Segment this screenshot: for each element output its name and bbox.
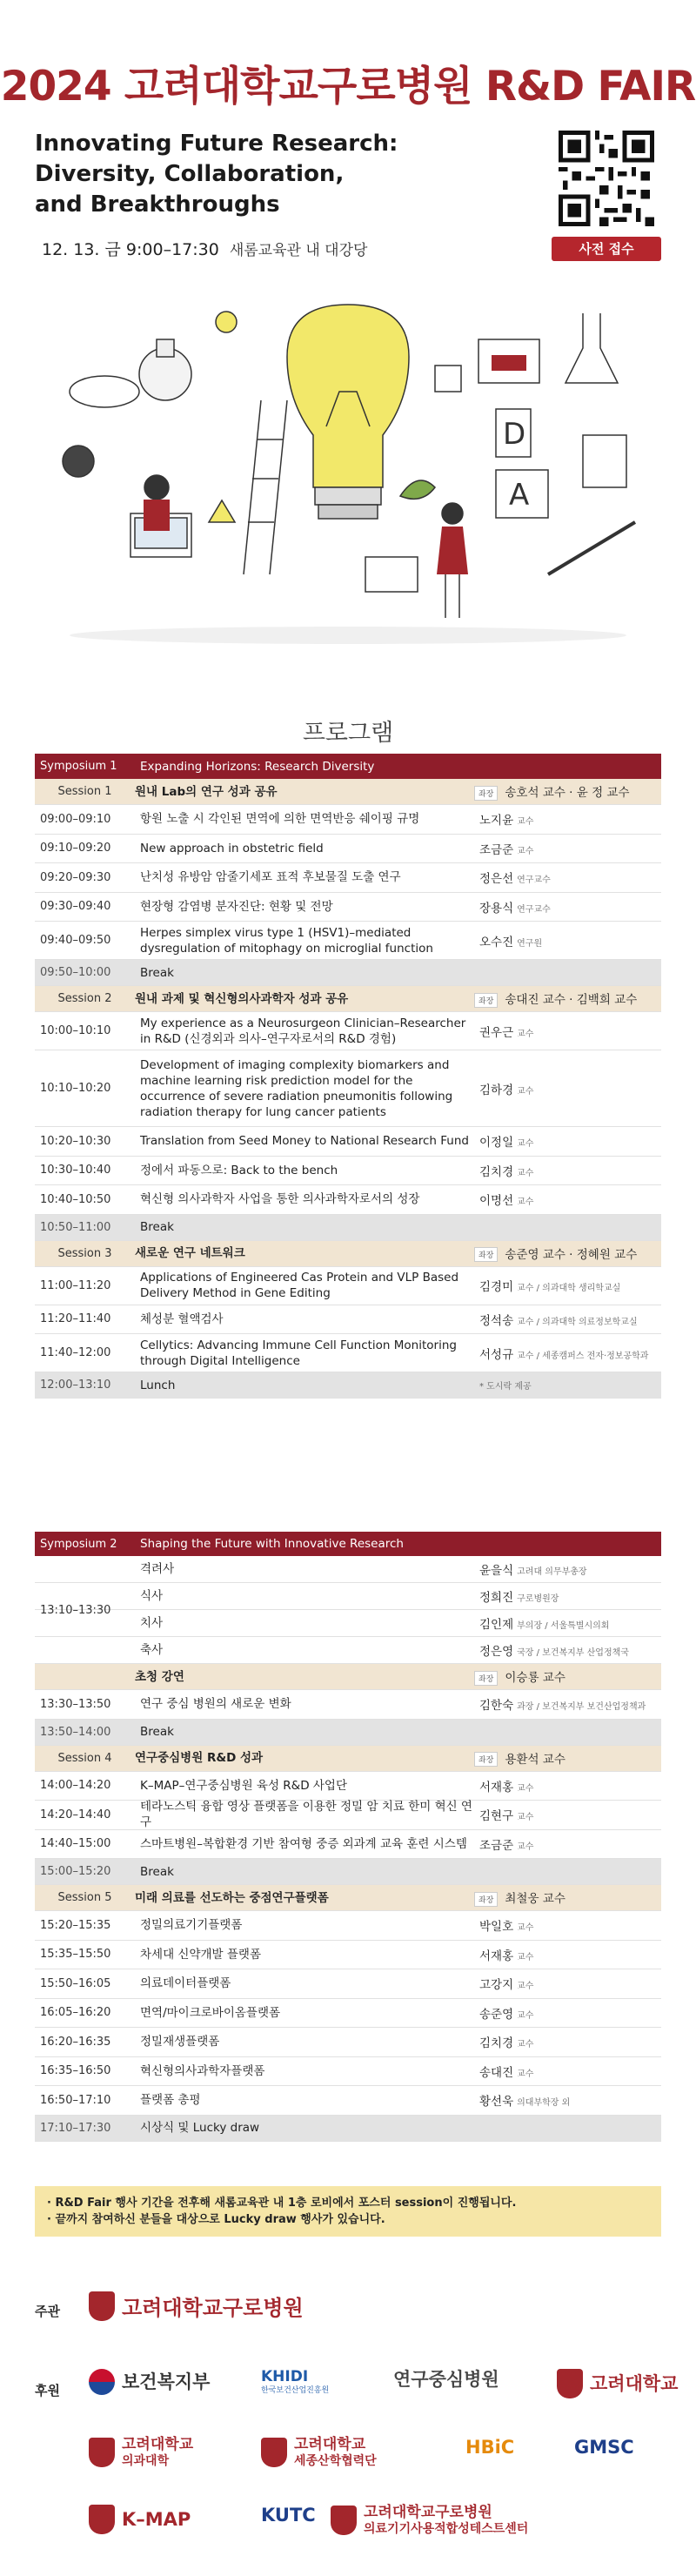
- program-row: [35, 835, 661, 864]
- speaker-role: 교수: [517, 2010, 534, 2021]
- break-row: [35, 1372, 661, 1399]
- chair-names: 송준영 교수 · 정혜원 교수: [505, 1247, 638, 1262]
- speaker: [479, 1162, 661, 1179]
- speaker: [479, 1946, 661, 1963]
- sponsor-subname: 의과대학: [122, 2453, 170, 2468]
- program-title-cell: 정에서 파동으로: Back to the bench: [140, 1163, 338, 1177]
- speaker-name: 권우근: [479, 1025, 514, 1040]
- program-title-cell: 항원 노출 시 각인된 면역에 의한 면역반응 쉐이핑 규명: [140, 812, 420, 827]
- chair-badge: 좌장: [474, 1892, 498, 1907]
- speaker-role: 교수: [517, 1139, 534, 1150]
- sponsor-logo: [393, 2369, 499, 2390]
- korea-university-emblem-icon: [89, 2505, 115, 2534]
- time-slot: 10:20–10:30: [40, 1134, 111, 1148]
- korea-university-emblem-icon: [261, 2438, 287, 2467]
- sponsor-name: 고려대학교구로병원: [364, 2504, 492, 2521]
- time-slot: 10:30–10:40: [40, 1164, 111, 1177]
- sponsor-name: 고려대학교: [122, 2436, 194, 2453]
- speaker-name: 조금준: [479, 1838, 514, 1853]
- symposium-title: Shaping the Future with Innovative Research: [140, 1537, 404, 1551]
- time-slot: 09:30–09:40: [40, 900, 111, 914]
- speaker-role: 교수 / 의과대학 생리학교실: [517, 1284, 621, 1293]
- program-title-cell: Herpes simplex virus type 1 (HSV1)–mediated dysregulation of mitophagy on microglial function: [140, 925, 433, 956]
- qr-code-icon[interactable]: [559, 131, 654, 226]
- program-row: [35, 922, 661, 960]
- program-row: [35, 863, 661, 893]
- research-illustration: [26, 287, 670, 653]
- program-title-cell: 면역/마이크로바이옴플랫폼: [140, 2005, 281, 2020]
- sponsor-logo: [89, 2505, 191, 2534]
- speaker-role: 교수: [517, 2040, 534, 2050]
- speaker-role: 교수: [517, 1982, 534, 1992]
- sponsor-logo: [574, 2437, 634, 2458]
- speaker: [479, 1379, 661, 1392]
- speaker-role: 교수 / 의과대학 의료정보학교실: [517, 1317, 638, 1327]
- subtitle-line: Innovating Future Research:: [35, 131, 398, 157]
- speaker-name: 송준영: [479, 2007, 514, 2022]
- session-row: [35, 1241, 661, 1267]
- speaker: [479, 1777, 661, 1794]
- sponsor-subname: 세종산학협력단: [294, 2453, 377, 2468]
- speaker-role: 부의장 / 서울특별시의회: [517, 1621, 610, 1631]
- program-title-cell: 원내 Lab의 연구 성과 공유: [135, 784, 278, 799]
- speaker: [479, 1916, 661, 1934]
- time-slot: 10:00–10:10: [40, 1024, 111, 1037]
- sponsor-subname: 한국보건산업진흥원: [261, 2385, 330, 2395]
- speaker-role: 교수: [517, 846, 534, 856]
- korea-university-emblem-icon: [89, 2291, 115, 2321]
- program-row: [35, 1185, 661, 1215]
- korea-university-emblem-icon: [331, 2506, 357, 2535]
- speaker-role: 교수: [517, 1197, 534, 1208]
- speaker: [479, 1311, 661, 1328]
- program-title-cell: 체성분 혈액검사: [140, 1311, 224, 1326]
- speaker: [479, 1641, 661, 1659]
- note: * 도시락 제공: [479, 1381, 532, 1392]
- speaker: [479, 2033, 661, 2050]
- speaker-name: 정은영: [479, 1645, 514, 1659]
- program-row: [35, 1999, 661, 2029]
- program-row: [35, 1801, 661, 1830]
- sponsor-name: KHIDI: [261, 2368, 309, 2385]
- speaker-name: 김한숙: [479, 1699, 514, 1714]
- ceremony-time-slot: 13:10–13:30: [40, 1603, 111, 1617]
- break-row: [35, 1720, 661, 1746]
- session-row: [35, 779, 661, 805]
- subtitle-line: and Breakthroughs: [35, 191, 280, 218]
- speaker-role: 교수: [517, 817, 534, 828]
- event-date: 12. 13. 금 9:00–17:30: [42, 240, 219, 259]
- program-title-cell: 초청 강연: [135, 1669, 184, 1684]
- speaker-role: 국장 / 보건복지부 산업정책국: [517, 1648, 629, 1658]
- time-slot: 14:20–14:40: [40, 1808, 111, 1821]
- symposium-header: [35, 754, 661, 779]
- speaker: [479, 898, 661, 916]
- sponsor-logo: [89, 2437, 193, 2468]
- chair-names: 최철웅 교수: [505, 1892, 566, 1907]
- program-row: [35, 1267, 661, 1305]
- notice-line: · 끝까지 참여하신 분들을 대상으로 Lucky draw 행사가 있습니다.: [47, 2213, 385, 2226]
- program-row: [35, 1334, 661, 1372]
- time-slot: 09:20–09:30: [40, 870, 111, 884]
- speaker-role: 교수: [517, 1168, 534, 1178]
- speaker-name: 김인제: [479, 1618, 514, 1632]
- program-title-cell: 혁신형의사과학자플랫폼: [140, 2063, 265, 2078]
- program-title-cell: 현장형 감염병 분자진단: 현황 및 전망: [140, 899, 333, 914]
- program-row: [35, 1305, 661, 1335]
- time-slot: 10:40–10:50: [40, 1192, 111, 1206]
- speaker: [474, 782, 661, 801]
- speaker-name: 김하경: [479, 1083, 514, 1097]
- speaker-name: 노지윤: [479, 814, 514, 828]
- event-title: 2024 고려대학교구로병원 R&D FAIR: [0, 63, 696, 111]
- session-row: [35, 1746, 661, 1772]
- time-slot: 11:20–11:40: [40, 1312, 111, 1326]
- speaker: [479, 1614, 661, 1632]
- speaker: [479, 1023, 661, 1040]
- speaker-name: 서재홍: [479, 1949, 514, 1963]
- chair-badge: 좌장: [474, 993, 498, 1008]
- time-slot: 14:00–14:20: [40, 1779, 111, 1793]
- svg-text:D: D: [503, 417, 526, 452]
- program-title-cell: My experience as a Neurosurgeon Clinician–Researcher in R&D (신경외과 의사–연구자로서의 R&D 경험): [140, 1016, 466, 1046]
- speaker-name: 송대진: [479, 2065, 514, 2080]
- time-slot: 14:40–15:00: [40, 1837, 111, 1851]
- session-label: Session 3: [57, 1246, 112, 1260]
- time-slot: 09:40–09:50: [40, 934, 111, 947]
- program-row: [35, 2086, 661, 2116]
- time-slot: 11:00–11:20: [40, 1278, 111, 1292]
- speaker-role: 과장 / 보건복지부 보건산업정책과: [517, 1702, 646, 1713]
- speaker: [479, 1132, 661, 1150]
- program-row: [35, 1012, 661, 1050]
- speaker-role: 교수: [517, 2069, 534, 2079]
- time-slot: 12:00–13:10: [40, 1379, 111, 1392]
- program-title-cell: Break: [140, 1725, 174, 1739]
- break-row: [35, 1859, 661, 1885]
- sponsor-logo: [331, 2505, 528, 2536]
- symposium-header: [35, 1532, 661, 1556]
- speaker-name: 정은선: [479, 872, 514, 887]
- session-label: Session 4: [57, 1751, 112, 1765]
- chair-badge: 좌장: [474, 1247, 498, 1262]
- speaker: [479, 2091, 661, 2109]
- speaker-role: 고려대 의무부총장: [517, 1567, 587, 1577]
- session-label: Session 5: [57, 1891, 112, 1904]
- session-row: [35, 986, 661, 1012]
- program-title-cell: K–MAP–연구중심병원 육성 R&D 사업단: [140, 1778, 348, 1793]
- sponsor-name: 연구중심병원: [393, 2369, 499, 2390]
- event-venue: 새롬교육관 내 대강당: [229, 242, 368, 259]
- host-logo: [89, 2291, 304, 2321]
- program-title-cell: 정밀의료기기플랫폼: [140, 1918, 243, 1933]
- speaker-name: 박일호: [479, 1920, 514, 1935]
- program-title-cell: 정밀재생플랫폼: [140, 2035, 220, 2049]
- break-row: [35, 1215, 661, 1241]
- time-slot: 15:50–16:05: [40, 1976, 111, 1990]
- chair-badge: 좌장: [474, 1752, 498, 1767]
- chair-badge: 좌장: [474, 786, 498, 801]
- sponsor-name: 보건복지부: [122, 2371, 211, 2392]
- sponsor-logo: [261, 2505, 316, 2526]
- speaker-name: 서성규: [479, 1347, 514, 1362]
- symposium-1-table: [35, 754, 661, 1399]
- program-row: [35, 805, 661, 835]
- time-slot: 10:10–10:20: [40, 1082, 111, 1095]
- speaker-role: 연구원: [517, 938, 543, 949]
- speaker-name: 윤을식: [479, 1564, 514, 1578]
- chair-names: 송대진 교수 · 김백희 교수: [505, 993, 638, 1008]
- time-slot: 16:35–16:50: [40, 2064, 111, 2078]
- time-slot: 11:40–12:00: [40, 1346, 111, 1359]
- sponsor-name: KUTC: [261, 2505, 316, 2526]
- sponsor-name: 고려대학교: [294, 2436, 366, 2453]
- program-title-cell: Development of imaging complexity biomarkers and machine learning risk prediction model for the occurrence of severe radiation pneumonitis following radiation therapy for lung cancer patients: [140, 1057, 453, 1119]
- program-title-cell: Break: [140, 1864, 174, 1879]
- sponsor-logo: [465, 2437, 514, 2458]
- session-label: Session 2: [57, 992, 112, 1005]
- speaker: [474, 1888, 661, 1907]
- speaker: [479, 1277, 661, 1294]
- speaker: [479, 869, 661, 886]
- time-slot: 09:50–10:00: [40, 966, 111, 979]
- program-title-cell: 의료데이터플랫폼: [140, 1976, 231, 1991]
- sponsor-name: K–MAP: [122, 2508, 191, 2530]
- speaker-name: 정석송: [479, 1313, 514, 1328]
- speaker-name: 김현구: [479, 1809, 514, 1824]
- speaker: [479, 932, 661, 949]
- program-row: [35, 2057, 661, 2087]
- session-label: Session 1: [57, 785, 112, 798]
- program-title-cell: 난치성 유방암 암줄기세포 표적 후보물질 도출 연구: [140, 870, 401, 885]
- subtitle-line: Diversity, Collaboration,: [35, 161, 345, 187]
- break-row: [35, 2116, 661, 2142]
- speaker-role: 교수: [517, 1923, 534, 1934]
- taegeuk-emblem-icon: [89, 2369, 115, 2395]
- chair-badge: 좌장: [474, 1671, 498, 1686]
- speaker: [479, 1835, 661, 1853]
- symposium-label: Symposium 2: [40, 1537, 117, 1551]
- speaker-name: 조금준: [479, 842, 514, 857]
- program-title-cell: Lunch: [140, 1378, 176, 1392]
- program-title-cell: 축사: [140, 1643, 164, 1657]
- program-title-cell: Break: [140, 965, 174, 980]
- time-slot: 15:00–15:20: [40, 1865, 111, 1878]
- program-title-cell: Translation from Seed Money to National Research Fund: [140, 1134, 469, 1149]
- sponsor-subname: 의료기기사용적합성테스트센터: [364, 2521, 529, 2536]
- speaker: [479, 1975, 661, 1992]
- speaker: [479, 2063, 661, 2080]
- speaker-name: 김치경: [479, 1164, 514, 1179]
- speaker-role: 교수: [517, 1029, 534, 1039]
- speaker-name: 김경미: [479, 1280, 514, 1294]
- sponsor-name: HBiC: [465, 2437, 515, 2458]
- host-label: 주관: [35, 2304, 60, 2319]
- program-title-cell: 원내 과제 및 혁신형의사과학자 성과 공유: [135, 991, 349, 1006]
- time-slot: 16:20–16:35: [40, 2035, 111, 2049]
- session-row: [35, 1664, 661, 1690]
- time-slot: 13:30–13:50: [40, 1697, 111, 1711]
- chair-names: 용환석 교수: [505, 1752, 566, 1767]
- speaker-role: 교수: [517, 1783, 534, 1794]
- sponsor-logo: [557, 2369, 678, 2398]
- program-title: 프로그램: [302, 720, 394, 747]
- program-row: [35, 1911, 661, 1941]
- time-slot: 09:10–09:20: [40, 842, 111, 855]
- speaker: [474, 1244, 661, 1263]
- sponsor-name: 고려대학교: [590, 2372, 679, 2394]
- program-row: [35, 893, 661, 922]
- speaker: [479, 1560, 661, 1578]
- speaker: [479, 1191, 661, 1208]
- time-slot: 17:10–17:30: [40, 2121, 111, 2135]
- program-title-cell: 스마트병원–복합환경 기반 참여형 중증 외과계 교육 훈련 시스템: [140, 1836, 467, 1851]
- program-title-cell: 연구 중심 병원의 새로운 변화: [140, 1697, 291, 1712]
- notice-line: · R&D Fair 행사 기간을 전후해 새롬교육관 내 1층 로비에서 포스터 session이 진행됩니다.: [47, 2197, 517, 2210]
- symposium-label: Symposium 1: [40, 760, 117, 773]
- program-title-cell: Applications of Engineered Cas Protein and VLP Based Delivery Method in Gene Editing: [140, 1271, 459, 1300]
- program-title-cell: 식사: [140, 1589, 164, 1603]
- time-slot: 16:05–16:20: [40, 2006, 111, 2020]
- symposium-2-table: [35, 1532, 661, 2142]
- svg-text:A: A: [509, 478, 530, 513]
- speaker: [474, 1667, 661, 1686]
- chair-names: 송호석 교수 · 윤 정 교수: [505, 786, 630, 801]
- sponsor-logo: [261, 2369, 329, 2395]
- speaker-name: 이정일: [479, 1136, 514, 1150]
- korea-university-emblem-icon: [89, 2438, 115, 2467]
- time-slot: 15:20–15:35: [40, 1918, 111, 1932]
- speaker: [479, 1345, 661, 1362]
- time-slot: 16:50–17:10: [40, 2093, 111, 2107]
- program-title-cell: Break: [140, 1220, 174, 1234]
- sponsor-name: GMSC: [574, 2437, 634, 2458]
- speaker: [479, 1080, 661, 1097]
- speaker-role: 교수: [517, 1841, 534, 1852]
- speaker-role: 교수: [517, 1813, 534, 1823]
- speaker-name: 장용식: [479, 901, 514, 916]
- symposium-title: Expanding Horizons: Research Diversity: [140, 759, 375, 774]
- program-title-cell: New approach in obstetric field: [140, 841, 324, 855]
- program-row: [35, 1830, 661, 1860]
- speaker: [474, 989, 661, 1008]
- speaker-name: 김치경: [479, 2036, 514, 2051]
- speaker-name: 정희진: [479, 1591, 514, 1605]
- program-title-cell: 혁신형 의사과학자 사업을 통한 의사과학자로서의 성장: [140, 1192, 420, 1207]
- time-slot: 09:00–09:10: [40, 812, 111, 826]
- time-slot: 13:50–14:00: [40, 1725, 111, 1739]
- program-title-cell: 치사: [140, 1616, 164, 1630]
- program-title-cell: 플랫폼 총평: [140, 2093, 201, 2108]
- program-row: [35, 1050, 661, 1127]
- speaker-name: 오수진: [479, 935, 514, 949]
- event-subtitle: [35, 129, 398, 220]
- speaker: [474, 1749, 661, 1768]
- speaker-name: 고강지: [479, 1978, 514, 1993]
- speaker-name: 서재홍: [479, 1780, 514, 1794]
- host-name: 고려대학교구로병원: [122, 2296, 304, 2320]
- header: [0, 0, 696, 661]
- speaker: [479, 1806, 661, 1823]
- program-title-cell: 차세대 신약개발 플랫폼: [140, 1947, 261, 1962]
- time-slot: 15:35–15:50: [40, 1948, 111, 1962]
- speaker-role: 연구교수: [517, 904, 551, 915]
- program-title-cell: 시상식 및 Lucky draw: [140, 2121, 260, 2135]
- sponsor-logo: [89, 2369, 210, 2395]
- program-row: [35, 1157, 661, 1186]
- sponsor-label: 후원: [35, 2383, 60, 2398]
- speaker-name: 이명선: [479, 1194, 514, 1209]
- time-slot: 10:50–11:00: [40, 1220, 111, 1234]
- chair-names: 이승룡 교수: [505, 1671, 566, 1686]
- program-title-cell: 미래 의료를 선도하는 중점연구플랫폼: [135, 1890, 329, 1905]
- notice-box: [35, 2186, 661, 2237]
- event-datetime: [42, 237, 367, 260]
- program-row: [35, 1969, 661, 1999]
- pre-registration-button[interactable]: 사전 접수: [552, 237, 661, 261]
- program-row: [35, 1772, 661, 1801]
- speaker-role: 의대부학장 외: [517, 2098, 571, 2109]
- speaker: [479, 840, 661, 857]
- program-row: [35, 2028, 661, 2057]
- speaker-role: 구로병원장: [517, 1594, 559, 1604]
- program-row: [35, 1941, 661, 1970]
- break-row: [35, 960, 661, 986]
- program-title-cell: 새로운 연구 네트워크: [135, 1246, 245, 1260]
- speaker-role: 교수: [517, 1952, 534, 1962]
- program-title-cell: 연구중심병원 R&D 성과: [135, 1751, 264, 1765]
- speaker-role: 교수 / 세종캠퍼스 전자·정보공학과: [517, 1351, 649, 1361]
- program-title-cell: Cellytics: Advancing Immune Cell Function Monitoring through Digital Intelligence: [140, 1338, 457, 1368]
- session-row: [35, 1885, 661, 1911]
- program-title-cell: 격려사: [140, 1562, 175, 1576]
- speaker-name: 황선욱: [479, 2095, 514, 2110]
- speaker: [479, 1695, 661, 1713]
- program-row: [35, 1127, 661, 1157]
- program-title-cell: 테라노스틱 융합 영상 플랫폼을 이용한 정밀 암 치료 한미 혁신 연구: [140, 1800, 472, 1830]
- speaker: [479, 1587, 661, 1605]
- program-row: [35, 1690, 661, 1720]
- speaker: [479, 810, 661, 828]
- sponsor-logo: [261, 2437, 377, 2468]
- korea-university-emblem-icon: [557, 2369, 583, 2398]
- speaker: [479, 2004, 661, 2022]
- speaker-role: 연구교수: [517, 875, 551, 886]
- speaker-role: 교수: [517, 1086, 534, 1097]
